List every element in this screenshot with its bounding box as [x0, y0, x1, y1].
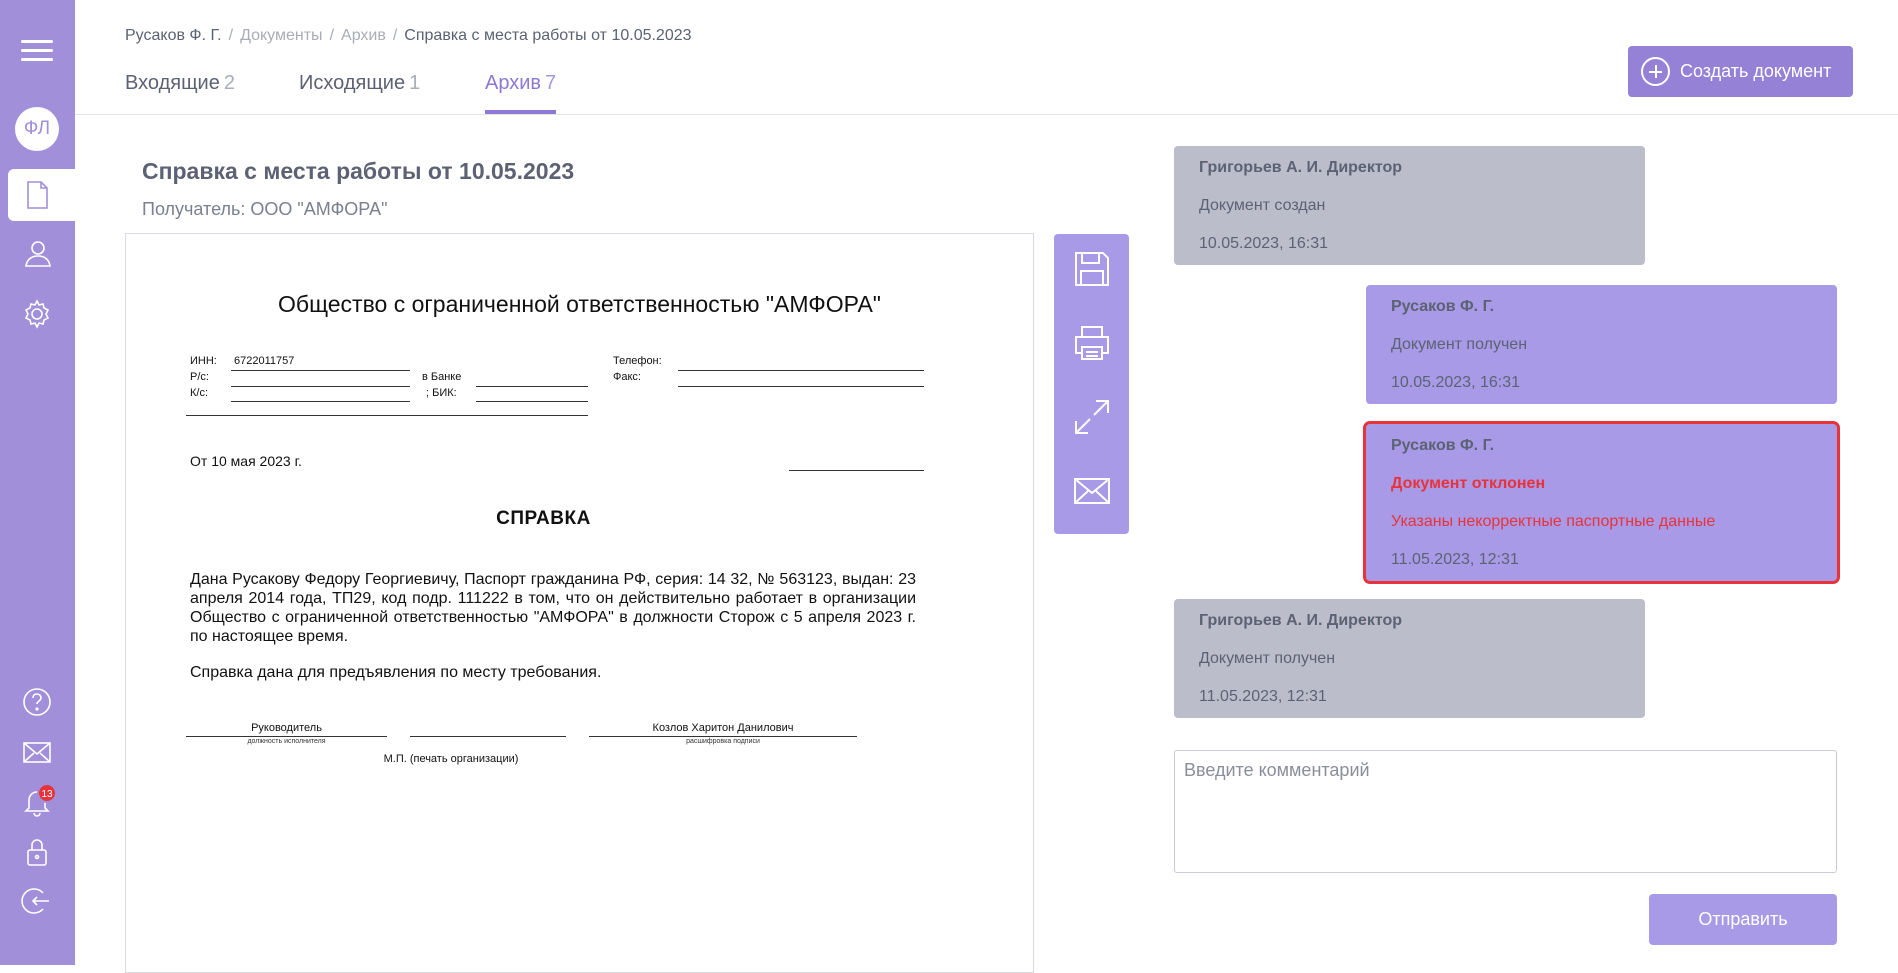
document-recipient: Получатель: ООО "АМФОРА": [142, 199, 388, 219]
document-preview: [125, 233, 1034, 973]
document-icon[interactable]: [21, 179, 53, 211]
rs-line: [231, 386, 410, 387]
mail-icon[interactable]: [21, 736, 53, 768]
tab-label: Архив: [485, 72, 542, 94]
breadcrumb-item-documents[interactable]: Документы: [240, 27, 323, 44]
send-button[interactable]: Отправить: [1649, 894, 1837, 945]
event-author: Григорьев А. И. Директор: [1199, 612, 1403, 629]
inn-value: 6722011757: [234, 355, 295, 367]
document-heading: СПРАВКА: [496, 508, 591, 529]
event-author: Русаков Ф. Г.: [1391, 298, 1495, 315]
tab-count: 7: [545, 72, 557, 94]
tab-label: Исходящие: [299, 72, 406, 94]
users-icon[interactable]: [21, 238, 53, 270]
signature-name-sub: расшифровка подписи: [686, 738, 760, 745]
document-body: Дана Русакову Федору Георгиевичу, Паспорт гражданина РФ, серия: 14 32, № 563123, выдан: 23 апреля 2014 года, ТП29, код подр. 111222 в том, что он действительно работает в организации Общество с ограниченной ответственностью "АМФОРА" в должности Сторож с 5 апреля 2023 г. по настоящее время.: [190, 571, 916, 645]
document-date: От 10 мая 2023 г.: [190, 453, 302, 469]
signature-position-line: [186, 736, 387, 737]
comment-input[interactable]: [1174, 750, 1837, 873]
stamp-label: М.П. (печать организации): [383, 753, 519, 765]
requisites-divider: [186, 415, 588, 416]
inn-label: ИНН:: [190, 355, 217, 367]
print-icon[interactable]: [1072, 323, 1112, 363]
create-document-button[interactable]: [1628, 46, 1853, 97]
number-line: [789, 470, 924, 471]
notification-badge: 13: [37, 783, 57, 803]
logout-icon[interactable]: [21, 885, 53, 917]
event-time: 10.05.2023, 16:31: [1199, 235, 1329, 252]
gear-icon[interactable]: [21, 298, 53, 330]
fax-line: [678, 386, 924, 387]
tab-label: Входящие: [125, 72, 220, 94]
event-reason: Указаны некорректные паспортные данные: [1391, 513, 1716, 530]
breadcrumb-item-current: Справка с места работы от 10.05.2023: [404, 27, 692, 44]
save-icon[interactable]: [1072, 249, 1112, 289]
breadcrumb-separator: /: [329, 27, 335, 44]
phone-label: Телефон:: [613, 355, 662, 367]
bank-line: [476, 386, 588, 387]
help-icon[interactable]: [21, 686, 53, 718]
menu-icon[interactable]: [21, 40, 53, 64]
create-document-label: Создать документ: [1680, 61, 1832, 81]
event-author: Русаков Ф. Г.: [1391, 437, 1495, 454]
rs-label: Р/с:: [190, 371, 209, 383]
event-time: 10.05.2023, 16:31: [1391, 374, 1521, 391]
breadcrumb: [125, 27, 692, 45]
history-event-rejected: [1366, 424, 1837, 581]
bik-line: [476, 401, 588, 402]
tab-incoming[interactable]: [125, 72, 235, 114]
avatar[interactable]: ФЛ: [15, 107, 59, 151]
fax-label: Факс:: [613, 371, 641, 383]
event-time: 11.05.2023, 12:31: [1199, 688, 1327, 705]
breadcrumb-separator: /: [392, 27, 398, 44]
header-divider: [75, 114, 1898, 115]
signature-position: Руководитель: [251, 722, 322, 734]
signature-position-sub: должность исполнителя: [247, 738, 326, 745]
phone-line: [678, 370, 924, 371]
bik-label: ; БИК:: [426, 387, 457, 399]
bank-label: в Банке: [422, 371, 462, 383]
breadcrumb-separator: /: [228, 27, 234, 44]
document-toolbar: [1054, 234, 1129, 534]
signature-name: Козлов Харитон Данилович: [652, 722, 794, 734]
history-event: [1174, 146, 1645, 265]
history-event: [1174, 599, 1645, 718]
breadcrumb-item-user[interactable]: Русаков Ф. Г.: [125, 27, 222, 44]
expand-icon[interactable]: [1072, 397, 1112, 437]
event-status: Документ получен: [1391, 336, 1528, 353]
tab-archive[interactable]: [485, 72, 556, 114]
lock-icon[interactable]: [21, 836, 53, 868]
document-purpose: Справка дана для предъявления по месту требования.: [190, 664, 602, 681]
page-title: Справка с места работы от 10.05.2023: [142, 158, 575, 184]
tab-count: 1: [409, 72, 421, 94]
plus-circle-icon: [1641, 57, 1670, 86]
mail-icon[interactable]: [1072, 471, 1112, 511]
event-time: 11.05.2023, 12:31: [1391, 551, 1519, 568]
tab-count: 2: [223, 72, 235, 94]
tab-outgoing[interactable]: [299, 72, 420, 114]
signature-line: [410, 736, 566, 737]
event-status: Документ получен: [1199, 650, 1336, 667]
history-event: [1366, 285, 1837, 404]
inn-line: [231, 370, 410, 371]
event-status: Документ создан: [1199, 197, 1326, 214]
breadcrumb-item-archive[interactable]: Архив: [341, 27, 386, 44]
org-title: Общество с ограниченной ответственностью "АМФОРА": [278, 291, 881, 317]
ks-label: К/с:: [190, 387, 209, 399]
event-status: Документ отклонен: [1391, 475, 1546, 492]
sidebar: [0, 0, 75, 965]
event-author: Григорьев А. И. Директор: [1199, 159, 1403, 176]
signature-name-line: [589, 736, 857, 737]
ks-line: [231, 401, 410, 402]
